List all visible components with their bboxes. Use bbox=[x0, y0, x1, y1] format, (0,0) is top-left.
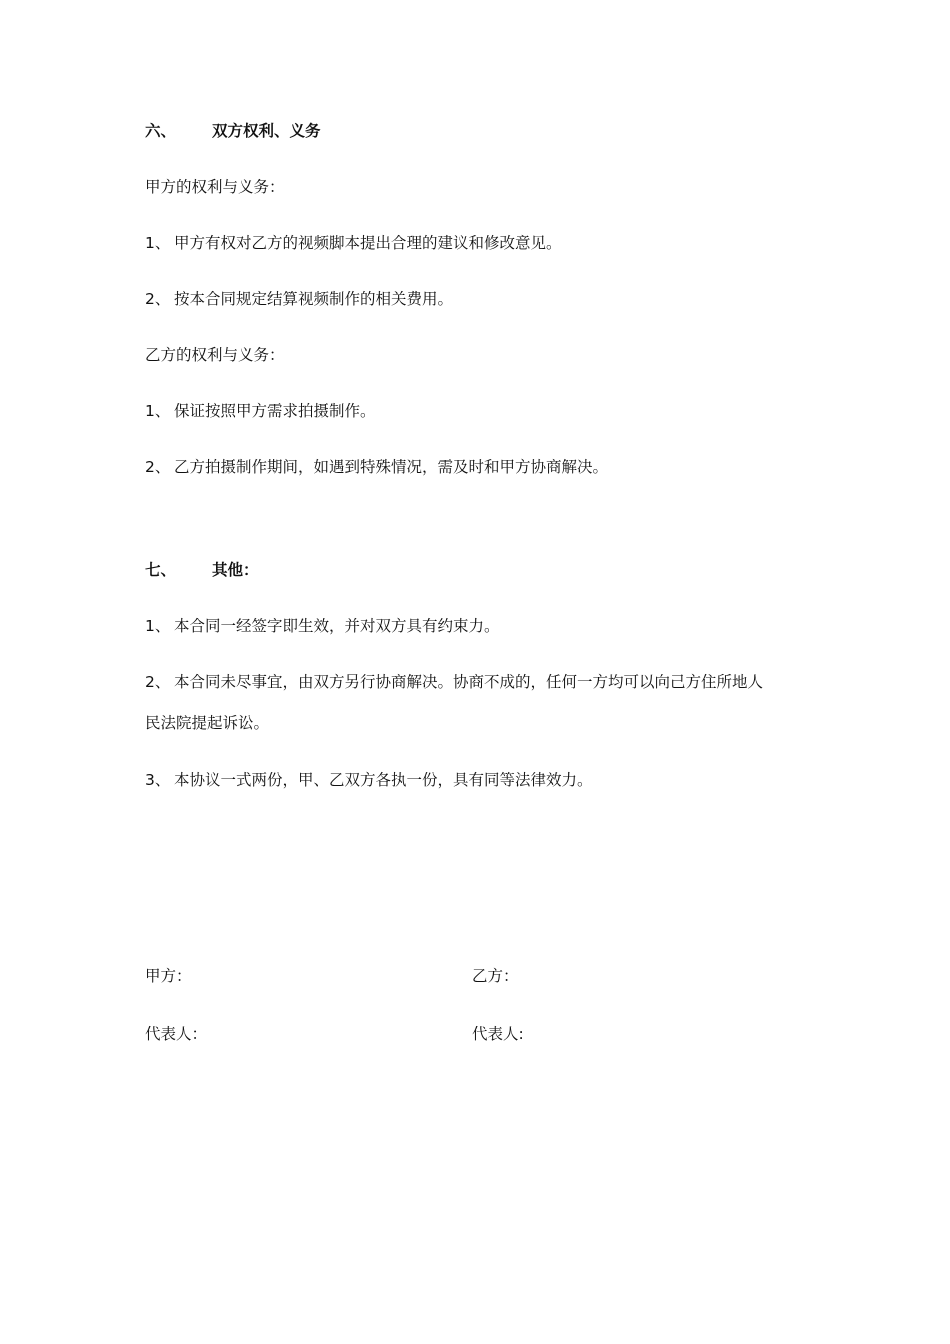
section-7-item-2-continuation: 民法院提起诉讼。 bbox=[145, 714, 270, 732]
item-number: 1、 bbox=[145, 234, 171, 252]
item-text: 甲方有权对乙方的视频脚本提出合理的建议和修改意见。 bbox=[174, 234, 562, 252]
item-number: 3、 bbox=[145, 771, 171, 789]
party-b-item-2 bbox=[145, 456, 608, 478]
item-text: 乙方拍摄制作期间，如遇到特殊情况，需及时和甲方协商解决。 bbox=[174, 458, 609, 476]
section-7-item-3 bbox=[145, 769, 593, 791]
party-b-duties-heading: 乙方的权利与义务： bbox=[145, 346, 285, 364]
section-7-item-2 bbox=[145, 671, 763, 693]
party-a-item-2 bbox=[145, 288, 453, 310]
section-6-heading bbox=[145, 120, 321, 142]
party-a-item-1 bbox=[145, 232, 562, 254]
party-a-signature-label: 甲方： bbox=[145, 967, 192, 985]
item-text: 保证按照甲方需求拍摄制作。 bbox=[174, 402, 376, 420]
item-number: 2、 bbox=[145, 290, 171, 308]
item-text: 本合同未尽事宜，由双方另行协商解决。协商不成的，任何一方均可以向己方住所地人 bbox=[174, 673, 764, 691]
section-7-number: 七、 bbox=[145, 561, 177, 579]
party-b-item-1 bbox=[145, 400, 376, 422]
item-number: 1、 bbox=[145, 402, 171, 420]
section-7-heading bbox=[145, 559, 259, 581]
party-a-duties-heading: 甲方的权利与义务： bbox=[145, 178, 285, 196]
item-text: 按本合同规定结算视频制作的相关费用。 bbox=[174, 290, 454, 308]
section-7-item-1 bbox=[145, 615, 500, 637]
party-b-representative-label: 代表人: bbox=[472, 1025, 524, 1043]
item-number: 1、 bbox=[145, 617, 171, 635]
party-b-signature-label: 乙方： bbox=[472, 967, 519, 985]
item-number: 2、 bbox=[145, 673, 171, 691]
item-number: 2、 bbox=[145, 458, 171, 476]
item-text: 本协议一式两份，甲、乙双方各执一份，具有同等法律效力。 bbox=[174, 771, 593, 789]
item-text: 本合同一经签字即生效，并对双方具有约束力。 bbox=[174, 617, 500, 635]
party-a-representative-label: 代表人： bbox=[145, 1025, 208, 1043]
section-7-title: 其他： bbox=[212, 561, 259, 579]
section-6-number: 六、 bbox=[145, 122, 177, 140]
section-6-title: 双方权利、义务 bbox=[212, 122, 321, 140]
